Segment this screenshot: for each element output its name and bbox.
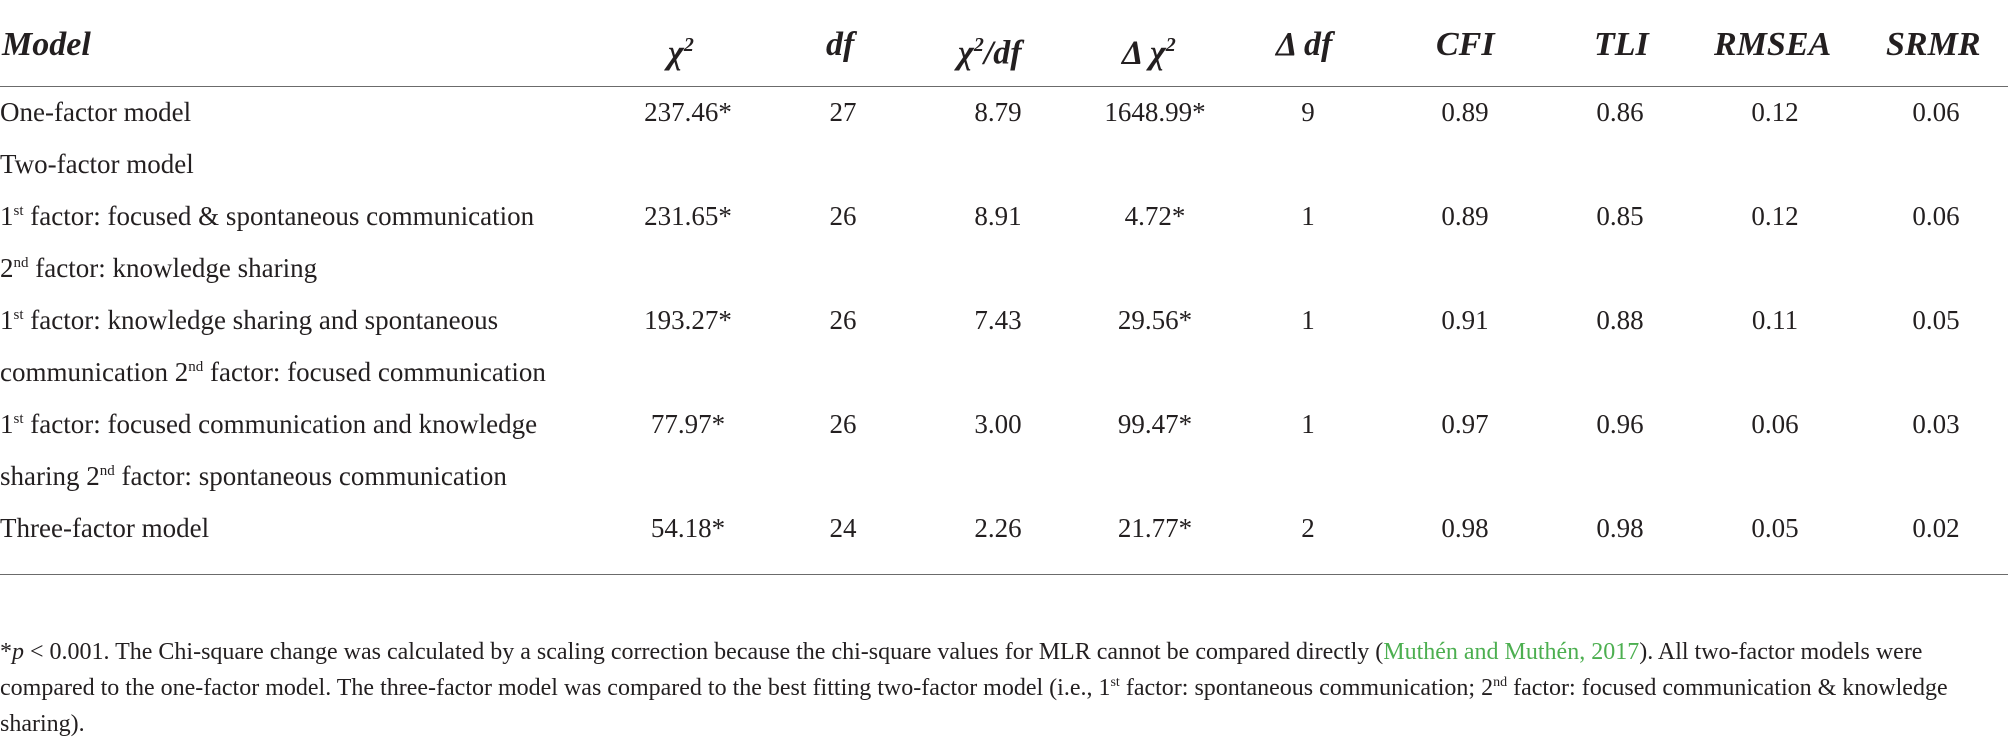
cell-srmr: 0.02 [1912,513,1960,543]
header-tli: TLI [1594,26,1649,63]
cell-srmr: 0.06 [1912,97,1960,127]
cell-tli: 0.98 [1596,513,1644,543]
cell-tli: 0.85 [1596,201,1644,231]
cell-chi2df: 7.43 [974,305,1022,335]
cell-rmsea: 0.12 [1751,201,1799,231]
cell-cfi: 0.89 [1441,97,1489,127]
cell-delta-df: 1 [1301,305,1315,335]
cell-rmsea: 0.12 [1751,97,1799,127]
cell-tli: 0.96 [1596,409,1644,439]
table-footnote: *p < 0.001. The Chi-square change was calculated by a scaling correction because the chi-square values for MLR cannot be compared directly (Muthén and Muthén, 2017). All two-factor models were compared to the one-factor model. The three-factor model was compared to the best fitting two-factor model (i.e., 1st factor: spontaneous communication; 2nd factor: focused communication & knowledge sharing). [0,639,1948,737]
cell-delta-chi2: 99.47* [1117,409,1193,439]
row-two-factor-heading: Two-factor model [0,149,194,179]
header-rmsea: RMSEA [1714,26,1832,63]
cell-delta-chi2: 29.56* [1117,305,1193,335]
cell-cfi: 0.89 [1441,201,1489,231]
cell-df: 26 [829,305,857,335]
cell-tli: 0.88 [1596,305,1644,335]
cell-chi2: 193.27* [644,305,732,335]
cell-chi2df: 3.00 [974,409,1022,439]
reference-link[interactable]: Muthén and Muthén, 2017 [1383,639,1640,665]
cell-delta-chi2: 21.77* [1117,513,1193,543]
header-cfi: CFI [1436,26,1495,63]
cell-rmsea: 0.11 [1751,305,1799,335]
header-srmr: SRMR [1886,26,1981,63]
row-two-factor-b-line2: communication 2nd factor: focused communication [0,357,546,387]
cell-chi2df: 8.91 [974,201,1022,231]
cell-chi2: 237.46* [644,97,732,127]
cell-cfi: 0.97 [1441,409,1489,439]
cell-delta-df: 9 [1301,97,1315,127]
cell-delta-df: 2 [1301,513,1315,543]
cell-delta-chi2: 1648.99* [1104,97,1206,127]
cell-cfi: 0.91 [1441,305,1489,335]
row-two-factor-a-line2: 2nd factor: knowledge sharing [0,253,318,283]
header-df: df [826,26,855,63]
cell-chi2: 231.65* [644,201,732,231]
cell-df: 26 [829,201,857,231]
header-chi-square-per-df: $\chi^2/df$ [958,34,1022,72]
cell-rmsea: 0.05 [1751,513,1799,543]
cell-chi2df: 2.26 [974,513,1022,543]
cell-delta-chi2: 4.72* [1124,201,1186,231]
header-delta-chi-square: Δ $\chi^2$ [1122,34,1176,72]
cell-chi2: 54.18* [650,513,726,543]
header-delta-df: Δ df [1276,26,1333,63]
header-model: Model [2,26,91,63]
row-two-factor-c-line1: 1st factor: focused communication and knowledge [0,409,538,439]
row-two-factor-b-line1: 1st factor: knowledge sharing and spontaneous [0,305,499,335]
cell-srmr: 0.03 [1912,409,1960,439]
cell-chi2df: 8.79 [974,97,1022,127]
row-two-factor-a-line1: 1st factor: focused & spontaneous communication [0,201,535,231]
row-one-factor-label: One-factor model [0,97,192,127]
cell-srmr: 0.06 [1912,201,1960,231]
cell-df: 24 [829,513,857,543]
cell-tli: 0.86 [1596,97,1644,127]
header-chi-square: $\chi^2$ [668,34,694,72]
table-bottom-rule [0,574,2008,575]
cell-df: 26 [829,409,857,439]
cell-srmr: 0.05 [1912,305,1960,335]
cell-cfi: 0.98 [1441,513,1489,543]
cell-chi2: 77.97* [650,409,726,439]
cell-delta-df: 1 [1301,409,1315,439]
cell-rmsea: 0.06 [1751,409,1799,439]
row-three-factor-label: Three-factor model [0,513,210,543]
cell-df: 27 [829,97,857,127]
cell-delta-df: 1 [1301,201,1315,231]
row-two-factor-c-line2: sharing 2nd factor: spontaneous communication [0,461,507,491]
